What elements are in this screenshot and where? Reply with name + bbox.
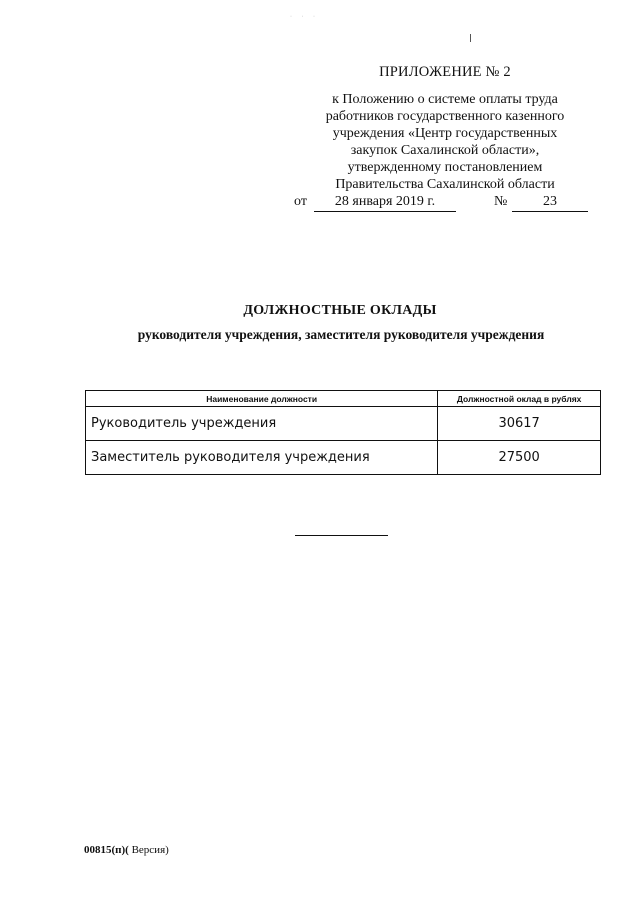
page-subtitle: руководителя учреждения, заместителя руководителя учреждения — [137, 327, 545, 342]
end-divider — [295, 535, 388, 536]
table-header-row — [86, 391, 601, 407]
document-version: Версия) — [128, 844, 169, 856]
appendix-line: учреждения «Центр государственных — [332, 126, 558, 141]
salary-cell: 27500 — [438, 441, 601, 475]
scan-artifact: · · · — [290, 14, 319, 20]
position-cell: Руководитель учреждения — [86, 407, 438, 441]
page-title: ДОЛЖНОСТНЫЕ ОКЛАДЫ — [243, 303, 437, 318]
scan-mark — [470, 34, 471, 42]
number-prefix: № — [494, 194, 508, 209]
table-row — [86, 441, 601, 475]
column-header-salary: Должностной оклад в рублях — [438, 391, 601, 407]
decree-number: 23 — [512, 194, 588, 212]
salary-cell: 30617 — [438, 407, 601, 441]
decree-date: 28 января 2019 г. — [314, 194, 456, 212]
column-header-position: Наименование должности — [86, 391, 438, 407]
salary-table — [85, 390, 601, 475]
decree-date-row — [294, 194, 594, 212]
table-row — [86, 407, 601, 441]
appendix-line: к Положению о системе оплаты труда — [332, 92, 558, 107]
appendix-title: ПРИЛОЖЕНИЕ № 2 — [379, 64, 511, 80]
appendix-line: утвержденному постановлением — [347, 160, 543, 175]
document-code-number: 00815(п)( — [84, 844, 129, 856]
position-cell: Заместитель руководителя учреждения — [86, 441, 438, 475]
appendix-line: закупок Сахалинской области», — [350, 143, 540, 158]
appendix-line: Правительства Сахалинской области — [335, 177, 555, 192]
document-code — [84, 844, 169, 856]
appendix-line: работников государственного казенного — [325, 109, 565, 124]
appendix-reference — [300, 91, 590, 193]
date-prefix: от — [294, 194, 307, 209]
